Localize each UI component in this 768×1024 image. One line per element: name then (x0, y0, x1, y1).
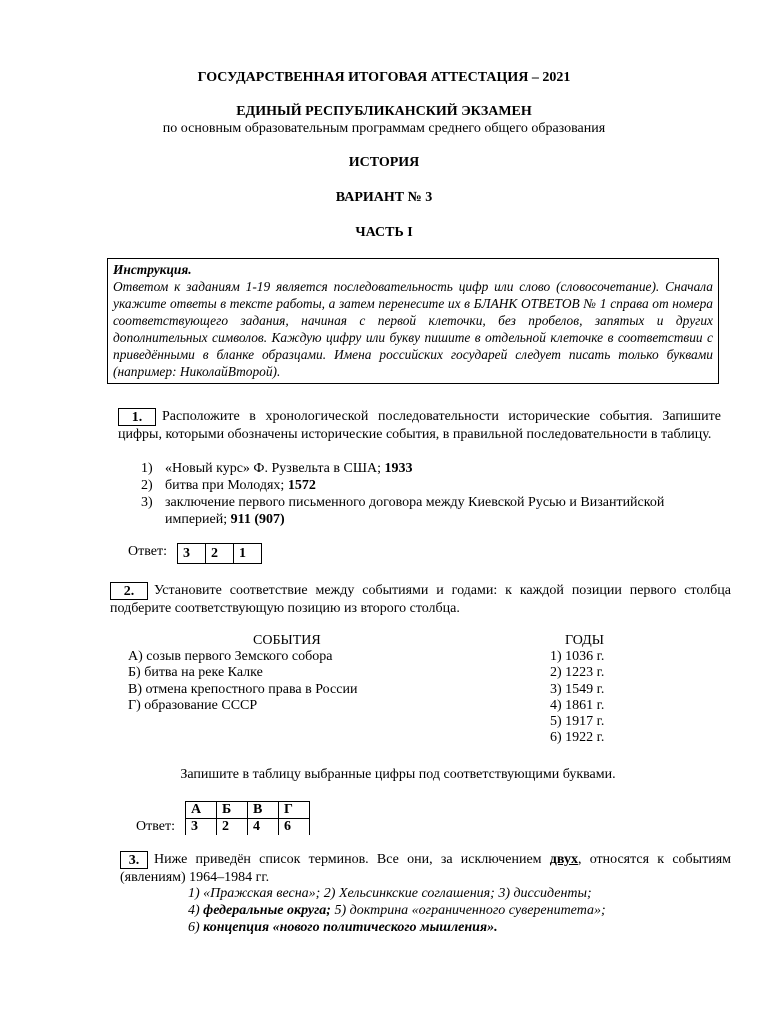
exam-title: ГОСУДАРСТВЕННАЯ ИТОГОВАЯ АТТЕСТАЦИЯ – 2021 (197, 70, 571, 85)
letter-cell: Б (217, 802, 248, 819)
task-1-number: 1. (118, 408, 156, 426)
task-2-answer-label: Ответ: (136, 819, 175, 834)
answer-cell: 2 (217, 819, 248, 836)
list-item: 1) 1036 г. (550, 649, 605, 665)
list-item: 2) 1223 г. (550, 665, 605, 681)
task-1-list (141, 460, 721, 528)
task-2-answer-table (185, 801, 310, 835)
answer-cell: 1 (234, 544, 262, 564)
instruction-box (107, 258, 719, 384)
instruction-text: Ответом к заданиям 1-19 является последовательность цифр или слово (словосочетание). Сначала укажите ответы в тексте работы, а затем перенесите их в БЛАНК ОТВЕТОВ № 1 справа от номера соответствующего задания, начиная с первой клеточки, без пробелов, запятых и других дополнительных символов. Каждую цифру или букву пишите в отдельной клеточке в соответствии с приведёнными в бланке образцами. Имена российских государей следует писать только буквами (например: НиколайВторой). (113, 279, 713, 379)
events-column (128, 633, 458, 714)
list-item: 6) концепция «нового политического мышления». (188, 920, 498, 935)
task-1-text: Расположите в хронологической последовательности исторические события. Запишите цифры, которыми обозначены исторические события, в правильной последовательности в таблицу. (118, 409, 721, 442)
subject-title: ИСТОРИЯ (348, 155, 420, 170)
years-column (550, 633, 660, 746)
instruction-title: Инструкция. (113, 262, 192, 277)
task-2-text: Установите соответствие между событиями и годами: к каждой позиции первого столбца подберите соответствующую позицию из второго столбца. (110, 583, 731, 616)
letter-cell: В (248, 802, 279, 819)
task-1 (118, 408, 721, 443)
list-item: 3) 1549 г. (550, 681, 605, 697)
answer-cell: 4 (248, 819, 279, 836)
years-header: ГОДЫ (565, 633, 604, 648)
task-3-terms (188, 885, 728, 936)
task-2-number: 2. (110, 582, 148, 600)
task-2-instruction: Запишите в таблицу выбранные цифры под соответствующими буквами. (180, 767, 616, 782)
answer-cell: 6 (279, 819, 310, 836)
exam-program: по основным образовательным программам среднего общего образования (162, 121, 606, 136)
task-3: 3. Ниже приведён список терминов. Все они, за исключением двух, относятся к событиям (явлениям) 1964–1984 гг. (120, 852, 731, 885)
events-header: СОБЫТИЯ (253, 633, 321, 648)
part-title: ЧАСТЬ I (355, 225, 413, 240)
list-item: 4) 1861 г. (550, 697, 605, 713)
task-1-answer-table (177, 543, 262, 564)
task-1-answer-label: Ответ: (128, 544, 167, 559)
list-item: 2) битва при Молодях; 1572 (141, 478, 316, 493)
variant-title: ВАРИАНТ № 3 (335, 190, 433, 205)
list-item: 4) федеральные округа; 5) доктрина «ограниченного суверенитета»; (188, 903, 606, 918)
letter-cell: Г (279, 802, 310, 819)
list-item: 3) заключение первого письменного договора между Киевской Русью и Византийской империей; 911 (907) (141, 495, 665, 527)
list-item: 1) «Пражская весна»; 2) Хельсинкские соглашения; 3) диссиденты; (188, 886, 592, 901)
task-3-number: 3. (120, 851, 148, 869)
list-item: В) отмена крепостного права в России (128, 681, 358, 697)
answer-cell: 2 (206, 544, 234, 564)
answer-cell: 3 (178, 544, 206, 564)
list-item: Б) битва на реке Калке (128, 665, 263, 681)
task-2 (110, 582, 731, 617)
letter-cell: А (186, 802, 217, 819)
list-item: 6) 1922 г. (550, 730, 605, 746)
exam-name: ЕДИНЫЙ РЕСПУБЛИКАНСКИЙ ЭКЗАМЕН (236, 104, 532, 119)
list-item: Г) образование СССР (128, 697, 258, 713)
list-item: 1) «Новый курс» Ф. Рузвельта в США; 1933 (141, 461, 413, 476)
list-item: 5) 1917 г. (550, 714, 605, 730)
answer-cell: 3 (186, 819, 217, 836)
list-item: А) созыв первого Земского собора (128, 649, 333, 665)
